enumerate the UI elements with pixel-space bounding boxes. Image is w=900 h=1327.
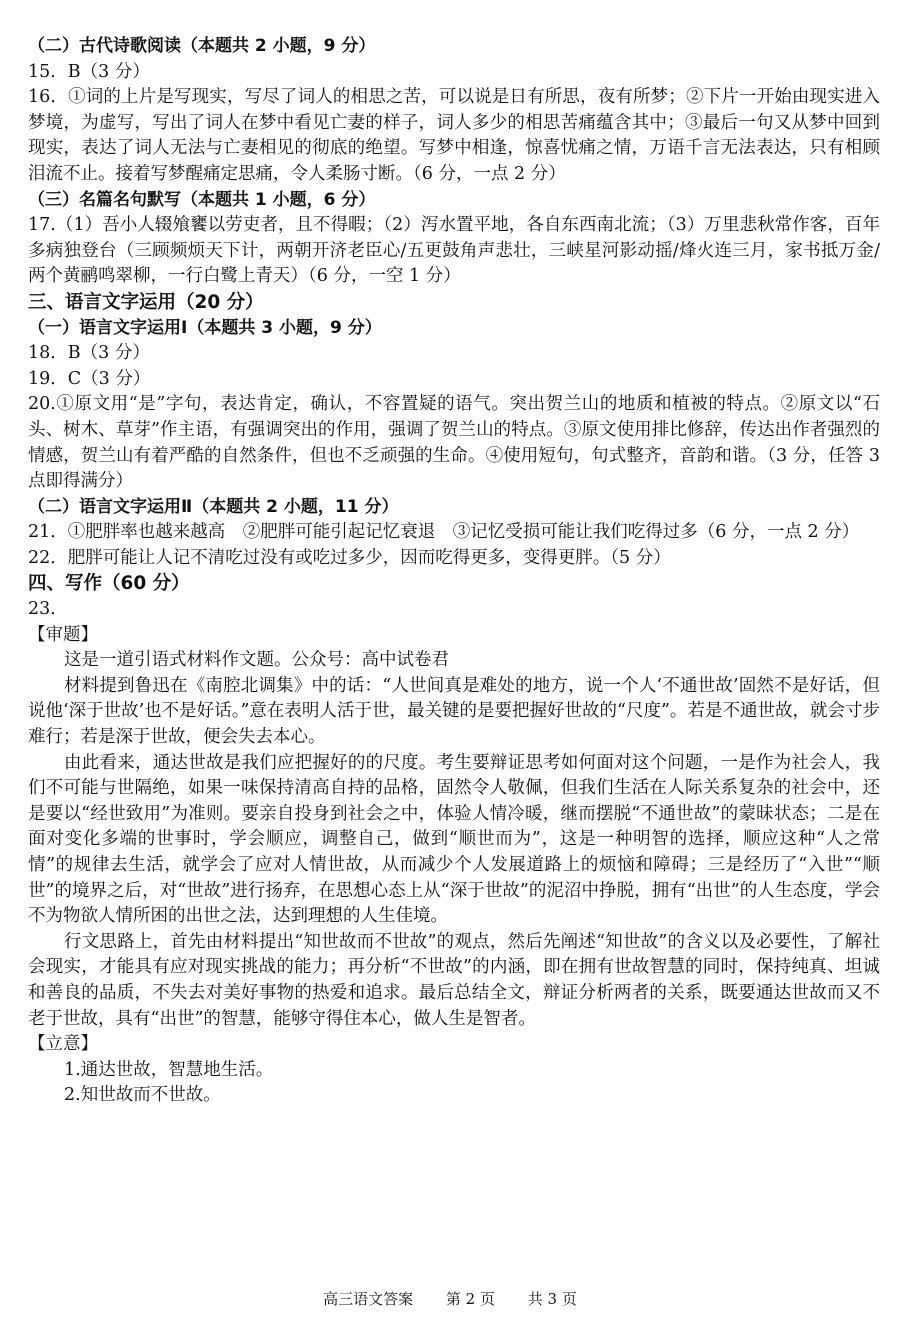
part-heading-language: 三、语言文字运用（20 分） [28,291,264,313]
shenti-paragraph: 由此看来，通达世故是我们应把握好的的尺度。考生要辩证思考如何面对这个问题，一是作为社会人，我们不可能与世隔绝，如果一味保持清高自持的品格，固然令人敬佩，但我们生活在人际关系复杂的社会中，还是要以“经世致用”为准则。要亲自投身到社会之中，体验人情冷暖，继而摆脱“不通世故”的蒙昧状态；二是在面对变化多端的世事时，学会顺应，调整自己，做到“顺世而为”，这是一种明智的选择，顺应这种“人之常情”的规律去生活，就学会了应对人情世故，从而减少个人发展道路上的烦恼和障碍；三是经历了“入世”“顺世”的境界之后，对“世故”进行扬弃，在思想心态上从“深于世故”的泥沼中挣脱，拥有“出世”的人生态度，学会不为物欲人情所困的出世之法，达到理想的人生佳境。 [28,752,880,927]
shenti-paragraph: 这是一道引语式材料作文题。公众号：高中试卷君 [64,650,449,671]
answer-22: 22．肥胖可能让人记不清吃过没有或吃过多少，因而吃得更多，变得更胖。（5 分） [28,547,671,568]
liyi-item: 2.知世故而不世故。 [64,1085,221,1106]
page-content [28,34,880,1109]
section-heading-language-1: （一）语言文字运用Ⅰ（本题共 3 小题，9 分） [28,317,382,338]
answer-23: 23． [28,599,68,620]
answer-19: 19．C（3 分） [28,368,151,389]
answer-16: 16．①词的上片是写现实，写尽了词人的相思之苦，可以说是日有所思，夜有所梦；②下片一开始由现实进入梦境，为虚写，写出了词人在梦中看见亡妻的样子，词人多少的相思苦痛蕴含其中；③最后一句又从梦中回到现实，表达了词人无法与亡妻相见的彻底的绝望。写梦中相逢，惊喜忧痛之情，万语千言无法表达，只有相顾泪流不止。接着写梦醒痛定思痛，令人柔肠寸断。（6 分，一点 2 分） [28,87,880,184]
answer-17: 17.（1）吾小人辍飧饔以劳吏者，且不得暇；（2）泻水置平地，各自东西南北流；（3）万里悲秋常作客，百年多病独登台（三顾频烦天下计，两朝开济老臣心/五更鼓角声悲壮，三峡星河影动摇/烽火连三月，家书抵万金/两个黄鹂鸣翠柳，一行白鹭上青天）（6 分，一空 1 分） [28,215,880,287]
section-heading-language-2: （二）语言文字运用Ⅱ（本题共 2 小题，11 分） [28,496,399,517]
shenti-paragraph: 行文思路上，首先由材料提出“知世故而不世故”的观点，然后先阐述“知世故”的含义以及必要性，了解社会现实，才能具有应对现实挑战的能力；再分析“不世故”的内涵，即在拥有世故智慧的同时，保持纯真、坦诚和善良的品质，不失去对美好事物的热爱和追求。最后总结全文，辩证分析两者的关系，既要通达世故而又不老于世故，具有“出世”的智慧，能够守得住本心，做人生是智者。 [28,931,880,1029]
footer-total-pages: 共 3 页 [527,1290,577,1308]
answer-18: 18．B（3 分） [28,343,150,364]
section-heading-poetry: （二）古代诗歌阅读（本题共 2 小题，9 分） [28,36,376,56]
liyi-item: 1.通达世故，智慧地生活。 [64,1059,274,1080]
shenti-paragraph: 材料提到鲁迅在《南腔北调集》中的话：“人世间真是难处的地方，说一个人‘不通世故’固然不是好话，但说他‘深于世故’也不是好话。”意在表明人活于世，最关键的是要把握好世故的“尺度”。若是不通世故，就会寸步难行；若是深于世故，便会失去本心。 [28,675,880,748]
answer-21: 21．①肥胖率也越来越高 ②肥胖可能引起记忆衰退 ③记忆受损可能让我们吃得过多（6 分，一点 2 分） [28,522,860,543]
footer-page-number: 第 2 页 [445,1290,495,1308]
footer-doc-name: 高三语文答案 [323,1290,414,1308]
page-footer [0,1287,900,1313]
answer-20: 20.①原文用“是”字句，表达肯定，确认，不容置疑的语气。突出贺兰山的地质和植被的特点。②原文以“石头、树木、草芽”作主语，有强调突出的作用，强调了贺兰山的特点。③原文使用排比修辞，传达出作者强烈的情感，贺兰山有着严酷的自然条件，但也不乏顽强的生命。④使用短句，句式整齐，音韵和谐。（3 分，任答 3 点即得满分） [28,394,880,492]
liyi-label: 【立意】 [28,1034,98,1055]
shenti-label: 【审题】 [28,624,98,645]
answer-15: 15．B（3 分） [28,61,150,82]
section-heading-recitation: （三）名篇名句默写（本题共 1 小题，6 分） [28,189,376,210]
part-heading-writing: 四、写作（60 分） [28,573,190,595]
